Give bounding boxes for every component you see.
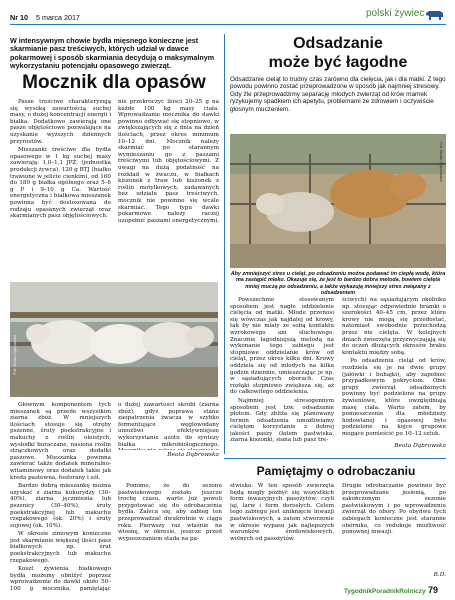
left-article-title: Mocznik dla opasów [22, 72, 206, 93]
paragraph: o dużej zawartości skrobi (ziarna zbóż), gdyż poprawa stanu zaopatrzenia żwacza w szybko fermentujące węglowodany umożliwi efektywniejsze wykorzystanie azotu do syntezy białka mikrobiologicznego. [118, 402, 219, 448]
cow-icon [425, 6, 445, 18]
photo-credit: Fot. Beata Dąbrowska [12, 335, 17, 375]
footer-brand: TygodnikPoradnikRolniczy [344, 588, 426, 595]
right-lead: Odsadzanie cieląt to trudny czas zarówno dla cielęcia, jak i dla matki. Z tego powodu powinno zostać przeprowadzone w sposób jak najmniej stresowy. Gdy źle przeprowadzimy separację młodych zwierząt od krów mamek ryzykujemy spadkiem ich apetytu, problemami ze zdrowiem i oczywiście głosnym muczeniem. [230, 76, 446, 113]
column-divider [224, 34, 225, 454]
paragraph: Mieszanki treściwe dla bydła opasowego w 1 kg suchej masy zawierają: 1,0–1,1 JPŻ, (jednostka produkcji żywca), 120 g BTJ (białko trawione w jelicie cienkim), od 160 do 180 g białka ogólnego oraz 5–6 g P i 9–10 g Ca. Wartość energetyczna i białkowa mieszanek powinna być dostosowana do rodzaju opasanych zwierząt oraz skarmianych pasz objętościowych. [10, 147, 111, 220]
right-article-signature: Beata Dąbrowska [394, 443, 446, 449]
calves-photo [230, 134, 446, 268]
cattle-feeding-photo [10, 282, 218, 397]
paragraph: Głównym komponentem tych mieszanek są przede wszystkim ziarna zbóż. W mniejszych ilościach stosuje się otręby pszenne, śruty poekstrakcyjne i makuchy z roślin oleistych, wysłodki buraczane, nasiona roślin strączkowych oraz dodatki paszowe. Mieszanka powinna zawierać także dodatek mineralno-witaminowy oraz dodatek takie jak kreda pastewna, fosforany i sól. [10, 402, 111, 481]
bottom-article-col1 [118, 483, 222, 588]
issue-number: Nr 10 [10, 13, 28, 22]
left-article-col4 [118, 402, 219, 450]
paragraph: Najmniej stresogennym sposobem jest tzw. odsadzanie płotem. Gdy zbliża się planowany termin odsadzenia umożliwiamy cielętom korzystanie z dobrej jakości paszy (łatem pastwiska, ziarna kiszonki, siana lub pasz tre- [230, 397, 334, 444]
paragraph: Pasze treściwe charakteryzują się wysoką zawartością suchej masy, o dużej koncentracji energii i białka. Dodatkowo zawierają one pasze objętościowe pozwalające na uzyskanie wyższych dziennych przyrostów. [10, 99, 111, 145]
left-lead: W intensywnym chowie bydła mięsnego konieczne jest skarmianie pasz treściwych, których udział w dawce pokarmowej i sposób skarmiania decydują o maksymalnym wykorzystaniu potencjału opasowego zwierząt. [10, 36, 215, 71]
bottom-box-rule [224, 458, 446, 459]
right-article-title [230, 34, 446, 72]
right-article-col1 [230, 297, 334, 447]
bottom-article-title: Pamiętajmy o odrobaczaniu [256, 464, 416, 478]
paragraph: Bardzo dobrą mieszankę można uzyskać z ziarna kukurydzy (30–40%), ziarna jęczmienia lub pszenicy (30–40%), śruty poekstrakcyjnej lub makuchu rzepakowego (ok. 20%) i śruty sojowej (ok. 10%). [10, 483, 111, 529]
paragraph: Koszt żywienia białkowego bydła możemy obniżyć poprzez wprowadzenie do dawki około 50–100 g mocznika, pamiętając [10, 566, 111, 592]
bottom-article-signature: B.D. [433, 572, 446, 578]
photo-credit: Fot. Beata Dąbrowska [439, 142, 444, 182]
paragraph: W okresie zimowym konieczne jest skarmianie większej ilości pasz białkowych np. śrut poekstrakcyjnych lub makuchu rzepakowego. [10, 531, 111, 564]
paragraph: Po odsadzeniu cieląt od krów, rozdziela się je na dwie grupy (jałówki i buhajki), aby zapobiec przypadkowym pokryciom. Obie grupy zwierząt odsadzonych powinny być podzielone na grupy żywieniowe, które uwzględniają masę ciała. Warto zatem, by pomieszczenie dla młodzieży hodowlanej i opasowej było podzielone na kojce grupowe mogące pomieścić po 10–12 sztuk. [342, 358, 446, 437]
left-article-col2 [118, 99, 219, 275]
page-number: 79 [428, 585, 439, 595]
paragraph: stwisko. W ten sposób zwierzęta będą mogły pozbyć się wszystkich form inwazyjnych pasożytów, czyli jaj, larw i form dorosłych. Celem tego zabiegu jest uniknięcie inwazji pastwiskowych, a zatem stworzenie w okresie wypasu jak najlepszych warunków środowiskowych, wolnych od pasożytów. [230, 483, 334, 542]
bottom-article-col3 [342, 483, 446, 579]
title-line: może być łagodne [268, 54, 408, 71]
paragraph: ściwych) na sąsiadującym okólniku np. stosując odpowiednie bramki o szerokości 40–45 cm, przez które krowy nie mogą się przedostać, natomiast swobodnie przechodzą przez nie cielęta. W kolejnych dniach zwierzęta przyzwyczajają się do oczeń dłużących okresów braku kontaktu między sobą. [342, 297, 446, 356]
paragraph: nie przekroczyć ilości 20–25 g na każde 100 kg masy ciała. Wprowadzanie mocznika do dawki powinno odbywać się stopniowo, w zwiększających się z dnia na dzień ilościach, przez okres minimum 10–12 dni. Mocznik należy skarmiać po starannym wymieszaniu go z paszami treściwymi lub objętościowymi. Z uwagi na dużą podatność na rozkład w żwaczu, w białkach kiszonek z traw lub kiszonek z roślin motylkowych, zadawanych bez udziału pasz treściwych, mocznik nie powinno się wcale skarmiać. Tego typu dawki pokarmowe należy raczej uzupełnić paszami energetycznymi, [118, 99, 219, 224]
right-article-col2 [342, 297, 446, 441]
issue-info [10, 13, 80, 22]
left-article-col3 [10, 402, 111, 592]
photo-caption: Aby zmniejszyć stres u cieląt, po odsadzeniu można podawać im ciepłą wodę, która ma zastąpić mleko. Okazuje się, że jest to bardzo dobra metoda, bowiem cielęta mniej muczą po odsadzeniu, a także wykazują mniejszy stres związany z odsadzeniem [230, 271, 446, 297]
paragraph: Pomimo, że do sezonu pastwiskowego zostało jeszcze trochę czasu, warto już powoli przygotować się do odrobaczenia bydła. Zaleca się, aby zabieg ten przeprowadzać dwukrotnie w ciągu roku. Pierwszy raz właśnie na wiosnę, w okresie, jeszcze przed wypuszczaniem stada na pa- [118, 483, 222, 542]
left-article-col1 [10, 99, 111, 275]
paragraph: Drugie odrobaczanie powinno być przeprowadzane jesienią, po zakończonym sezonie pastwiskowym i po wprowadzeniu zwierząt do obory. Po obydwu tych zabiegach konieczne jest staranne obornika, co redukuje możliwość ponownej inwazji. [342, 483, 446, 536]
header-rule [10, 24, 446, 25]
paragraph: Powszechnie stosowanym sposobem jest nagłe oddzielenie cielęcia od matki. Młode przenosi się wówczas jak najdalej od krowy, tak by nie miały ze sobą kontaktu wzrokowego ani słuchowego. Znacznie łagodniejszą metodą na wykonanie tego zabiegu jest stopniowe oddzielanie krów od cieląt, przez okres kilku dni. Krowy oddziela się od młodych na kilka godzin dziennie, umieszczając je np. w sąsiadujących oborach. Czas rozłąki stopniowo zwiększa się, aż do całkowitego oddzielenia. [230, 297, 334, 396]
bottom-article-col2 [230, 483, 334, 588]
left-article-signature: Beata Dąbrowska [167, 452, 219, 458]
brand-logo: polski żywiec [366, 8, 425, 19]
title-line: Odsadzanie [293, 35, 383, 52]
issue-date: 5 marca 2017 [35, 13, 80, 22]
